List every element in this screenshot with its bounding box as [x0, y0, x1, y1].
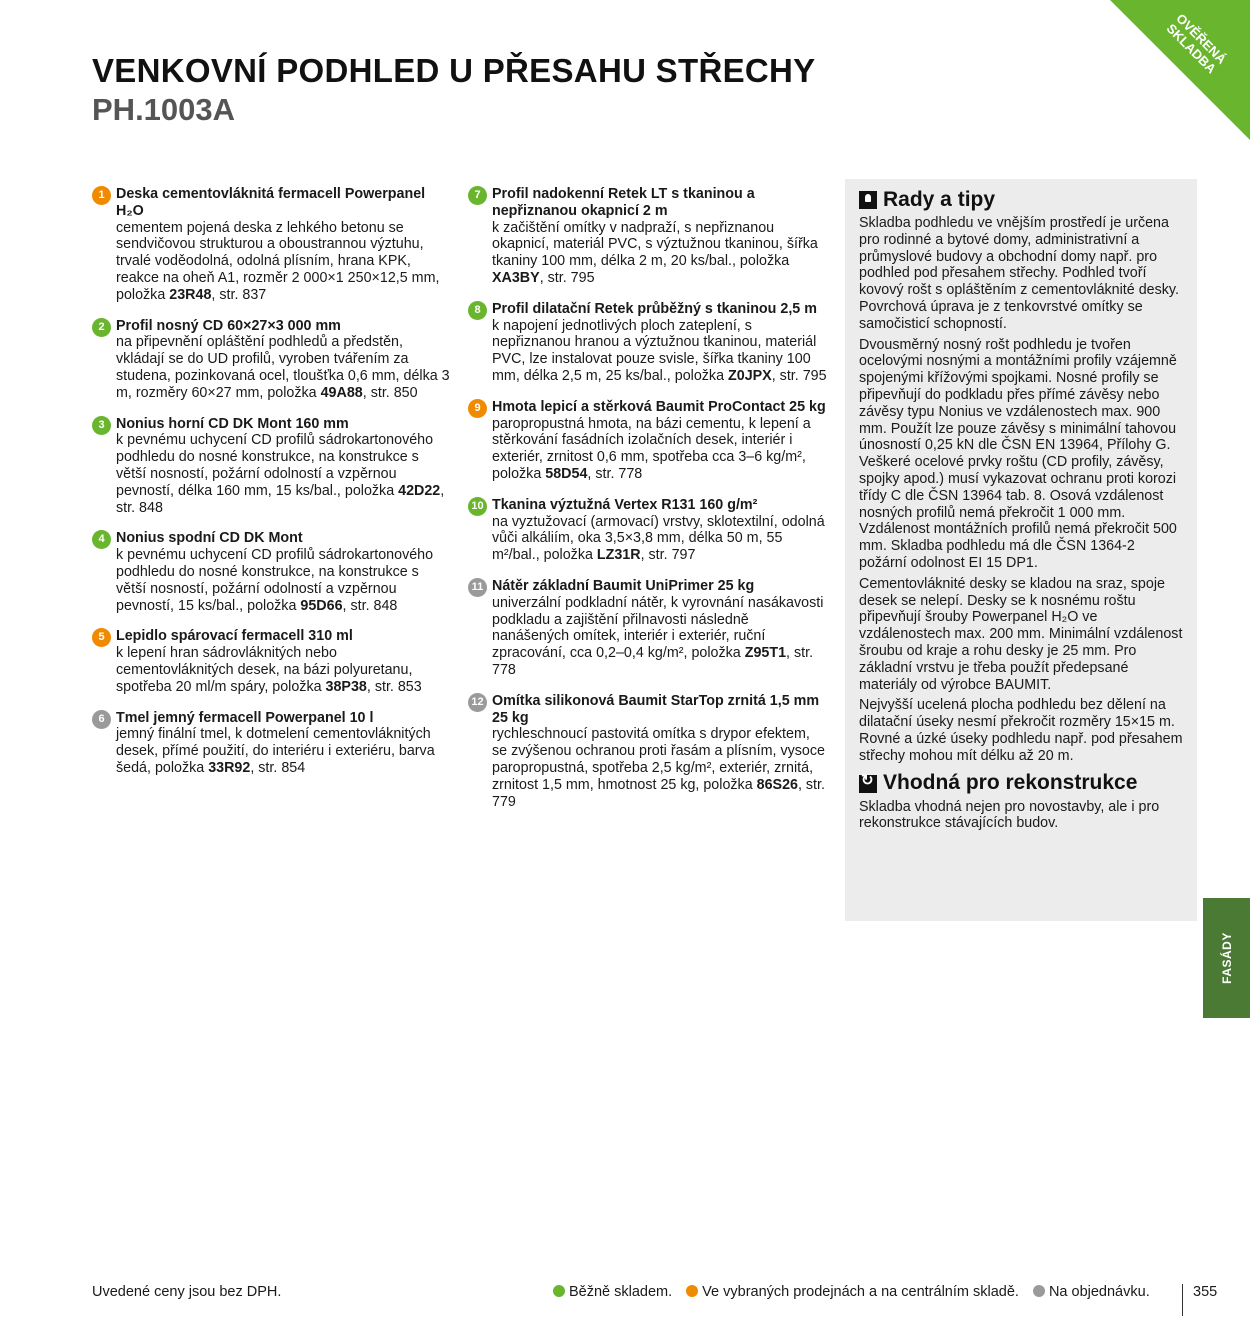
- material-item: [468, 497, 828, 564]
- recycle-icon: [859, 775, 877, 793]
- item-number-badge: 4: [92, 530, 111, 549]
- item-number-badge: 1: [92, 186, 111, 205]
- item-name: Profil nosný CD 60×27×3 000 mm: [116, 317, 341, 334]
- item-name: Profil dilatační Retek průběžný s tkaninou 2,5 m: [492, 300, 817, 317]
- item-sku: 23R48: [169, 286, 212, 303]
- verified-badge: [1110, 0, 1250, 140]
- renovation-heading: ↻ Vhodná pro rekonstrukce: [859, 775, 1183, 793]
- item-sku: Z0JPX: [728, 367, 772, 384]
- item-name: Tkanina výztužná Vertex R131 160 g/m²: [492, 496, 758, 513]
- item-name: Nátěr základní Baumit UniPrimer 25 kg: [492, 577, 755, 594]
- page-title: VENKOVNÍ PODHLED U PŘESAHU STŘECHY: [92, 52, 816, 89]
- verified-badge-text: OVĚŘENÁ SKLADBA: [1163, 10, 1230, 77]
- item-sku: LZ31R: [596, 547, 641, 564]
- material-item: [468, 693, 828, 811]
- item-sku: 42D22: [398, 482, 441, 499]
- legend-on-order: Na objednávku.: [1033, 1284, 1150, 1300]
- item-number-badge: 8: [468, 301, 487, 320]
- material-item: [468, 578, 828, 679]
- item-name: Nonius spodní CD DK Mont: [116, 530, 303, 547]
- material-item: [92, 710, 452, 777]
- item-description: na vyztužovací (armovací) vrstvy, sklotextilní, odolná vůči alkáliím, oka 3,5×3,8 mm, délka 50 m, 55 m²/bal., položka LZ31R, str. 797: [492, 513, 825, 564]
- material-item: [92, 318, 452, 402]
- item-name: Tmel jemný fermacell Powerpanel 10 l: [116, 709, 374, 726]
- lightbulb-icon: [859, 191, 877, 209]
- materials-column-2: [468, 186, 828, 824]
- item-number-badge: 11: [468, 578, 487, 597]
- material-item: [92, 186, 452, 304]
- tips-paragraph: Cementovláknité desky se kladou na sraz, spoje desek se nelepí. Desky se k nosnému roštu připevňují šrouby Powerpanel H₂O ve vzdálenostech max. 200 mm. Minimální vzdálenost šroubu od kraje a rohu desky je 25 mm. Pro základní vrstvu je třeba použít předepsané materiály od výrobce BAUMIT.: [859, 575, 1183, 693]
- item-sku: 49A88: [320, 384, 363, 401]
- item-sku: Z95T1: [744, 645, 787, 662]
- item-description: cementem pojená deska z lehkého betonu se sendvičovou strukturou a oboustrannou výztuhu, trvalé voděodolná, odolná plísním, hrana KPK, reakce na oheň A1, rozměr 2 000×1 250×12,5 mm, položka 23R48, str. 837: [116, 219, 440, 303]
- item-sku: 58D54: [545, 465, 588, 482]
- item-description: jemný finální tmel, k dotmelení cementovláknitých desek, přímé použití, do interiéru i exteriéru, barva šedá, položka 33R92, str. 854: [116, 726, 435, 776]
- material-item: [468, 301, 828, 385]
- page-number: 355: [1182, 1284, 1217, 1316]
- item-description: k začištění omítky v nadpraží, s nepřiznanou okapnicí, materiál PVC, s výztužnou tkaninou, šířka tkaniny 100 mm, délka 2 m, 20 ks/bal., položka XA3BY, str. 795: [492, 219, 818, 286]
- availability-legend: [553, 1284, 1150, 1300]
- tips-paragraph: Skladba podhledu ve vnějším prostředí je určena pro rodinné a bytové domy, administrativní a průmyslové budovy a obchodní domy např. pro podhled pod přesahem střechy. Podhled tvoří kovový rošt s opláštěním z cementovláknité desky. Povrchová úprava je z tenkovrstvé omítky se samočisticí schopností.: [859, 215, 1179, 332]
- item-number-badge: 2: [92, 318, 111, 337]
- materials-column-1: [92, 186, 452, 791]
- legend-selected-stores: Ve vybraných prodejnách a na centrálním skladě.: [686, 1284, 1019, 1300]
- item-name: Profil nadokenní Retek LT s tkaninou a nepřiznanou okapnicí 2 m: [492, 186, 755, 219]
- section-tab-fasady[interactable]: FASÁDY: [1203, 898, 1250, 1018]
- item-sku: 86S26: [756, 776, 798, 793]
- legend-in-stock: Běžně skladem.: [553, 1284, 672, 1300]
- item-description: k napojení jednotlivých ploch zateplení, s nepřiznanou hranou a výztužnou tkaninou, materiál PVC, lze instalovat pouze svisle, šířka tkaniny 100 mm, délka 2,5 m, 25 ks/bal., položka Z0JPX, str. 795: [492, 317, 827, 384]
- item-name: Omítka silikonová Baumit StarTop zrnitá 1,5 mm 25 kg: [492, 692, 820, 726]
- item-description: na připevnění opláštění podhledů a předstěn, vkládají se do UD profilů, vyroben tvářením za studena, pozinkovaná ocel, tloušťka 0,6 mm, délka 3 m, rozměry 60×27 mm, položka 49A88, str. 850: [116, 334, 450, 401]
- material-item: [468, 186, 828, 287]
- item-description: k pevnému uchycení CD profilů sádrokartonového podhledu do nosné konstrukce, na konstrukce s větší nosností, požární odolností a vzpěrnou pevností, 15 ks/bal., položka 95D66, str. 848: [116, 547, 434, 614]
- tips-paragraph: Nejvyšší ucelená plocha podhledu bez dělení na dilatační úseky nesmí překročit rozměry 15×15 m. Rovné a úzké úseky podhledu např. pod přesahem střechy mohou mít délku až 20 m.: [859, 697, 1183, 764]
- item-number-badge: 12: [468, 693, 487, 712]
- material-item: [92, 628, 452, 695]
- price-note: Uvedené ceny jsou bez DPH.: [92, 1284, 282, 1300]
- tips-paragraph: Dvousměrný nosný rošt podhledu je tvořen ocelovými nosnými a montážními profily vzájemně spojenými křížovými spojkami. Nosné profily se připevňují do podkladu přes přímé závěsy nebo závěsy typu Nonius ve vzdálenostech max. 900 mm. Použít lze pouze závěsy s minimální tahovou únosností 0,25 kN dle ČSN EN 13964, Přílohy G. Veškeré ocelové prvky roštu (CD profily, závěsy, spojky apod.) musí vykazovat ochranu proti korozi třídy C dle ČSN 13964 tab. 8. Osová vzdálenost nosných profilů nemá překročit 1 000 mm. Vzdálenost montážních profilů nemá překročit 500 mm. Skladba podhledu má dle ČSN 1364-2 požární odolnost EI 15 DP1.: [859, 336, 1177, 571]
- item-description: univerzální podkladní nátěr, k vyrovnání nasákavosti podkladu a zajištění přilnavosti následně nanášených omítek, interiér i exteriér, ruční zpracování, cca 0,2–0,4 kg/m², položka Z95T1, str. 778: [492, 594, 824, 678]
- tips-box: [845, 179, 1197, 921]
- item-description: k pevnému uchycení CD profilů sádrokartonového podhledu do nosné konstrukce, na konstrukce s větší nosností, požární odolností a vzpěrnou pevností, délka 160 mm, 15 ks/bal., položka 42D22, str. 848: [116, 432, 445, 516]
- item-sku: 38P38: [325, 678, 367, 695]
- renovation-text: Skladba vhodná nejen pro novostavby, ale i pro rekonstrukce stávajících budov.: [859, 798, 1160, 832]
- item-sku: 33R92: [208, 759, 251, 776]
- item-number-badge: 5: [92, 628, 111, 647]
- item-number-badge: 10: [468, 497, 487, 516]
- product-code: PH.1003A: [92, 92, 236, 127]
- item-number-badge: 7: [468, 186, 487, 205]
- item-description: rychleschnoucí pastovitá omítka s drypor efektem, se zvýšenou ochranou proti řasám a plísním, vysoce paropropustná, spotřeba 2,5 kg/m², exteriér, zrnitá, zrnitost 1,5 mm, hmotnost 25 kg, položka 86S26, str. 779: [492, 726, 825, 810]
- item-name: Nonius horní CD DK Mont 160 mm: [116, 415, 349, 432]
- item-description: paropropustná hmota, na bázi cementu, k lepení a stěrkování fasádních izolačních desek, interiér i exteriér, zrnitost 0,6 mm, spotřeba cca 3–6 kg/m², položka 58D54, str. 778: [492, 415, 811, 482]
- item-number-badge: 3: [92, 416, 111, 435]
- item-description: k lepení hran sádrovláknitých nebo cementovláknitých desek, na bázi polyuretanu, spotřeba 20 ml/m spáry, položka 38P38, str. 853: [116, 645, 422, 695]
- material-item: [92, 530, 452, 614]
- item-sku: 95D66: [300, 597, 343, 614]
- item-name: Deska cementovláknitá fermacell Powerpanel H₂O: [116, 186, 426, 219]
- material-item: [92, 416, 452, 517]
- item-number-badge: 6: [92, 710, 111, 729]
- item-name: Lepidlo spárovací fermacell 310 ml: [116, 628, 353, 645]
- item-number-badge: 9: [468, 399, 487, 418]
- tips-heading: Rady a tipy: [859, 191, 1183, 209]
- item-name: Hmota lepicí a stěrková Baumit ProContact 25 kg: [492, 398, 826, 415]
- item-sku: XA3BY: [492, 269, 540, 286]
- material-item: [468, 399, 828, 483]
